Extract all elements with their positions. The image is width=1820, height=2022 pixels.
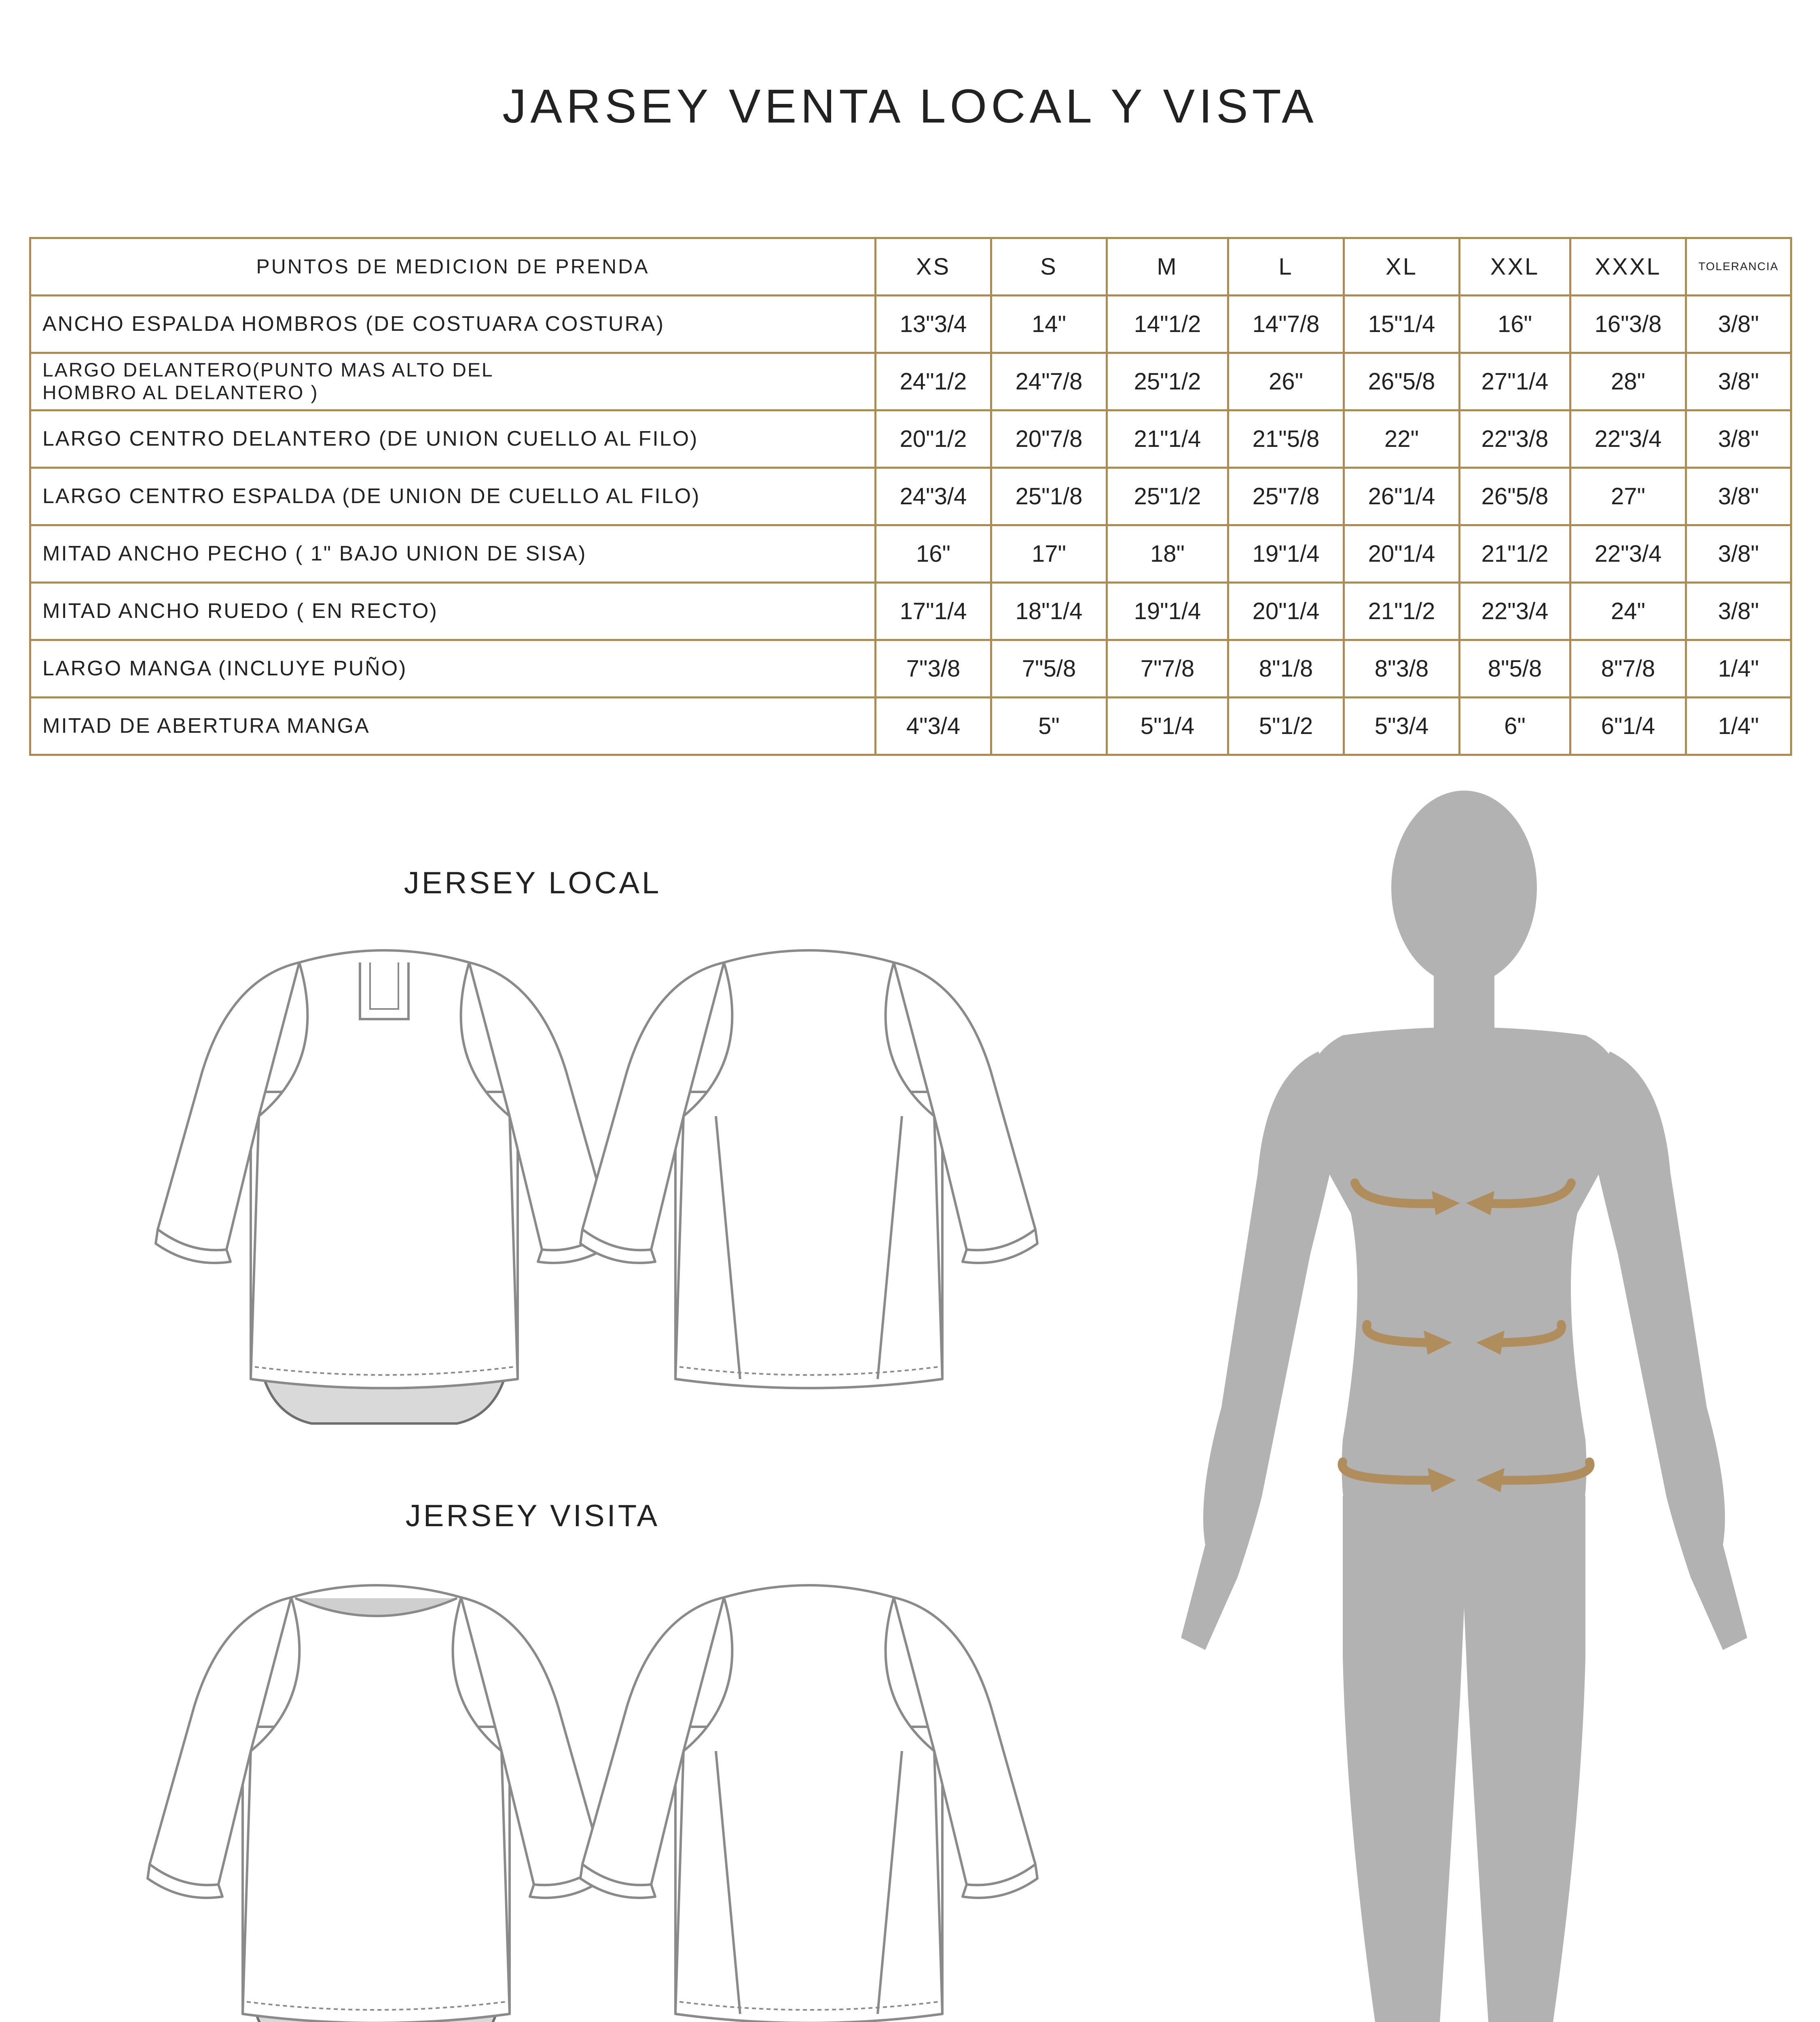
cell-value: 5"1/2 — [1228, 698, 1344, 755]
row-label: LARGO CENTRO DELANTERO (DE UNION CUELLO AL FILO) — [30, 410, 876, 468]
cell-value: 20"7/8 — [991, 410, 1107, 468]
header-size: S — [991, 238, 1107, 296]
cell-value: 22"3/4 — [1460, 583, 1570, 640]
cell-value: 3/8" — [1686, 525, 1791, 583]
cell-value: 26"5/8 — [1344, 353, 1460, 410]
cell-value: 19"1/4 — [1228, 525, 1344, 583]
cell-value: 25"1/2 — [1107, 468, 1228, 525]
cell-value: 24" — [1570, 583, 1686, 640]
cell-value: 13"3/4 — [876, 296, 991, 353]
cell-value: 3/8" — [1686, 468, 1791, 525]
cell-value: 8"3/8 — [1344, 640, 1460, 698]
jersey-local-caption: JERSEY LOCAL — [404, 866, 662, 900]
cell-value: 20"1/4 — [1344, 525, 1460, 583]
cell-value: 18"1/4 — [991, 583, 1107, 640]
cell-value: 3/8" — [1686, 353, 1791, 410]
cell-value: 5"1/4 — [1107, 698, 1228, 755]
row-label: ANCHO ESPALDA HOMBROS (DE COSTUARA COSTURA) — [30, 296, 876, 353]
header-size: XS — [876, 238, 991, 296]
header-tolerance: TOLERANCIA — [1686, 238, 1791, 296]
header-size: XXL — [1460, 238, 1570, 296]
cell-value: 17"1/4 — [876, 583, 991, 640]
jersey-local-back — [580, 950, 1037, 1388]
cell-value: 21"1/4 — [1107, 410, 1228, 468]
cell-value: 26" — [1228, 353, 1344, 410]
cell-value: 6" — [1460, 698, 1570, 755]
jersey-visita-back — [580, 1585, 1037, 2022]
cell-value: 3/8" — [1686, 410, 1791, 468]
cell-value: 25"7/8 — [1228, 468, 1344, 525]
header-measurement-points: PUNTOS DE MEDICION DE PRENDA — [30, 238, 876, 296]
header-size: M — [1107, 238, 1228, 296]
cell-value: 22"3/4 — [1570, 525, 1686, 583]
cell-value: 14"1/2 — [1107, 296, 1228, 353]
cell-value: 3/8" — [1686, 583, 1791, 640]
cell-value: 15"1/4 — [1344, 296, 1460, 353]
cell-value: 4"3/4 — [876, 698, 991, 755]
cell-value: 28" — [1570, 353, 1686, 410]
row-label-line: HOMBRO AL DELANTERO ) — [42, 382, 319, 404]
cell-value: 22" — [1344, 410, 1460, 468]
cell-value: 8"1/8 — [1228, 640, 1344, 698]
jersey-local-front — [156, 950, 613, 1423]
cell-value: 26"5/8 — [1460, 468, 1570, 525]
cell-value: 26"1/4 — [1344, 468, 1460, 525]
cell-value: 5"3/4 — [1344, 698, 1460, 755]
cell-value: 16" — [1460, 296, 1570, 353]
cell-value: 8"5/8 — [1460, 640, 1570, 698]
cell-value: 1/4" — [1686, 698, 1791, 755]
cell-value: 27" — [1570, 468, 1686, 525]
cell-value: 8"7/8 — [1570, 640, 1686, 698]
row-label: MITAD ANCHO PECHO ( 1" BAJO UNION DE SISA) — [30, 525, 876, 583]
page-title: JARSEY VENTA LOCAL Y VISTA — [502, 80, 1318, 133]
cell-value: 22"3/4 — [1570, 410, 1686, 468]
row-label: LARGO MANGA (INCLUYE PUÑO) — [30, 640, 876, 698]
cell-value: 18" — [1107, 525, 1228, 583]
cell-value: 6"1/4 — [1570, 698, 1686, 755]
cell-value: 22"3/8 — [1460, 410, 1570, 468]
cell-value: 25"1/2 — [1107, 353, 1228, 410]
row-label-line: LARGO DELANTERO(PUNTO MAS ALTO DEL — [42, 360, 494, 381]
cell-value: 21"1/2 — [1344, 583, 1460, 640]
jersey-visita-caption: JERSEY VISITA — [405, 1499, 660, 1533]
cell-value: 27"1/4 — [1460, 353, 1570, 410]
cell-value: 7"7/8 — [1107, 640, 1228, 698]
cell-value: 20"1/4 — [1228, 583, 1344, 640]
header-size: XL — [1344, 238, 1460, 296]
cell-value: 17" — [991, 525, 1107, 583]
header-size: XXXL — [1570, 238, 1686, 296]
cell-value: 24"1/2 — [876, 353, 991, 410]
cell-value: 1/4" — [1686, 640, 1791, 698]
row-label: MITAD ANCHO RUEDO ( EN RECTO) — [30, 583, 876, 640]
cell-value: 19"1/4 — [1107, 583, 1228, 640]
cell-value: 21"5/8 — [1228, 410, 1344, 468]
row-label: MITAD DE ABERTURA MANGA — [30, 698, 876, 755]
cell-value: 5" — [991, 698, 1107, 755]
cell-value: 24"7/8 — [991, 353, 1107, 410]
cell-value: 3/8" — [1686, 296, 1791, 353]
cell-value: 14"7/8 — [1228, 296, 1344, 353]
cell-value: 25"1/8 — [991, 468, 1107, 525]
cell-value: 7"3/8 — [876, 640, 991, 698]
body-figure — [1181, 791, 1747, 2022]
header-size: L — [1228, 238, 1344, 296]
cell-value: 16"3/8 — [1570, 296, 1686, 353]
jersey-visita-front — [148, 1585, 605, 2022]
row-label: LARGO CENTRO ESPALDA (DE UNION DE CUELLO AL FILO) — [30, 468, 876, 525]
cell-value: 24"3/4 — [876, 468, 991, 525]
cell-value: 21"1/2 — [1460, 525, 1570, 583]
cell-value: 7"5/8 — [991, 640, 1107, 698]
cell-value: 16" — [876, 525, 991, 583]
cell-value: 14" — [991, 296, 1107, 353]
cell-value: 20"1/2 — [876, 410, 991, 468]
